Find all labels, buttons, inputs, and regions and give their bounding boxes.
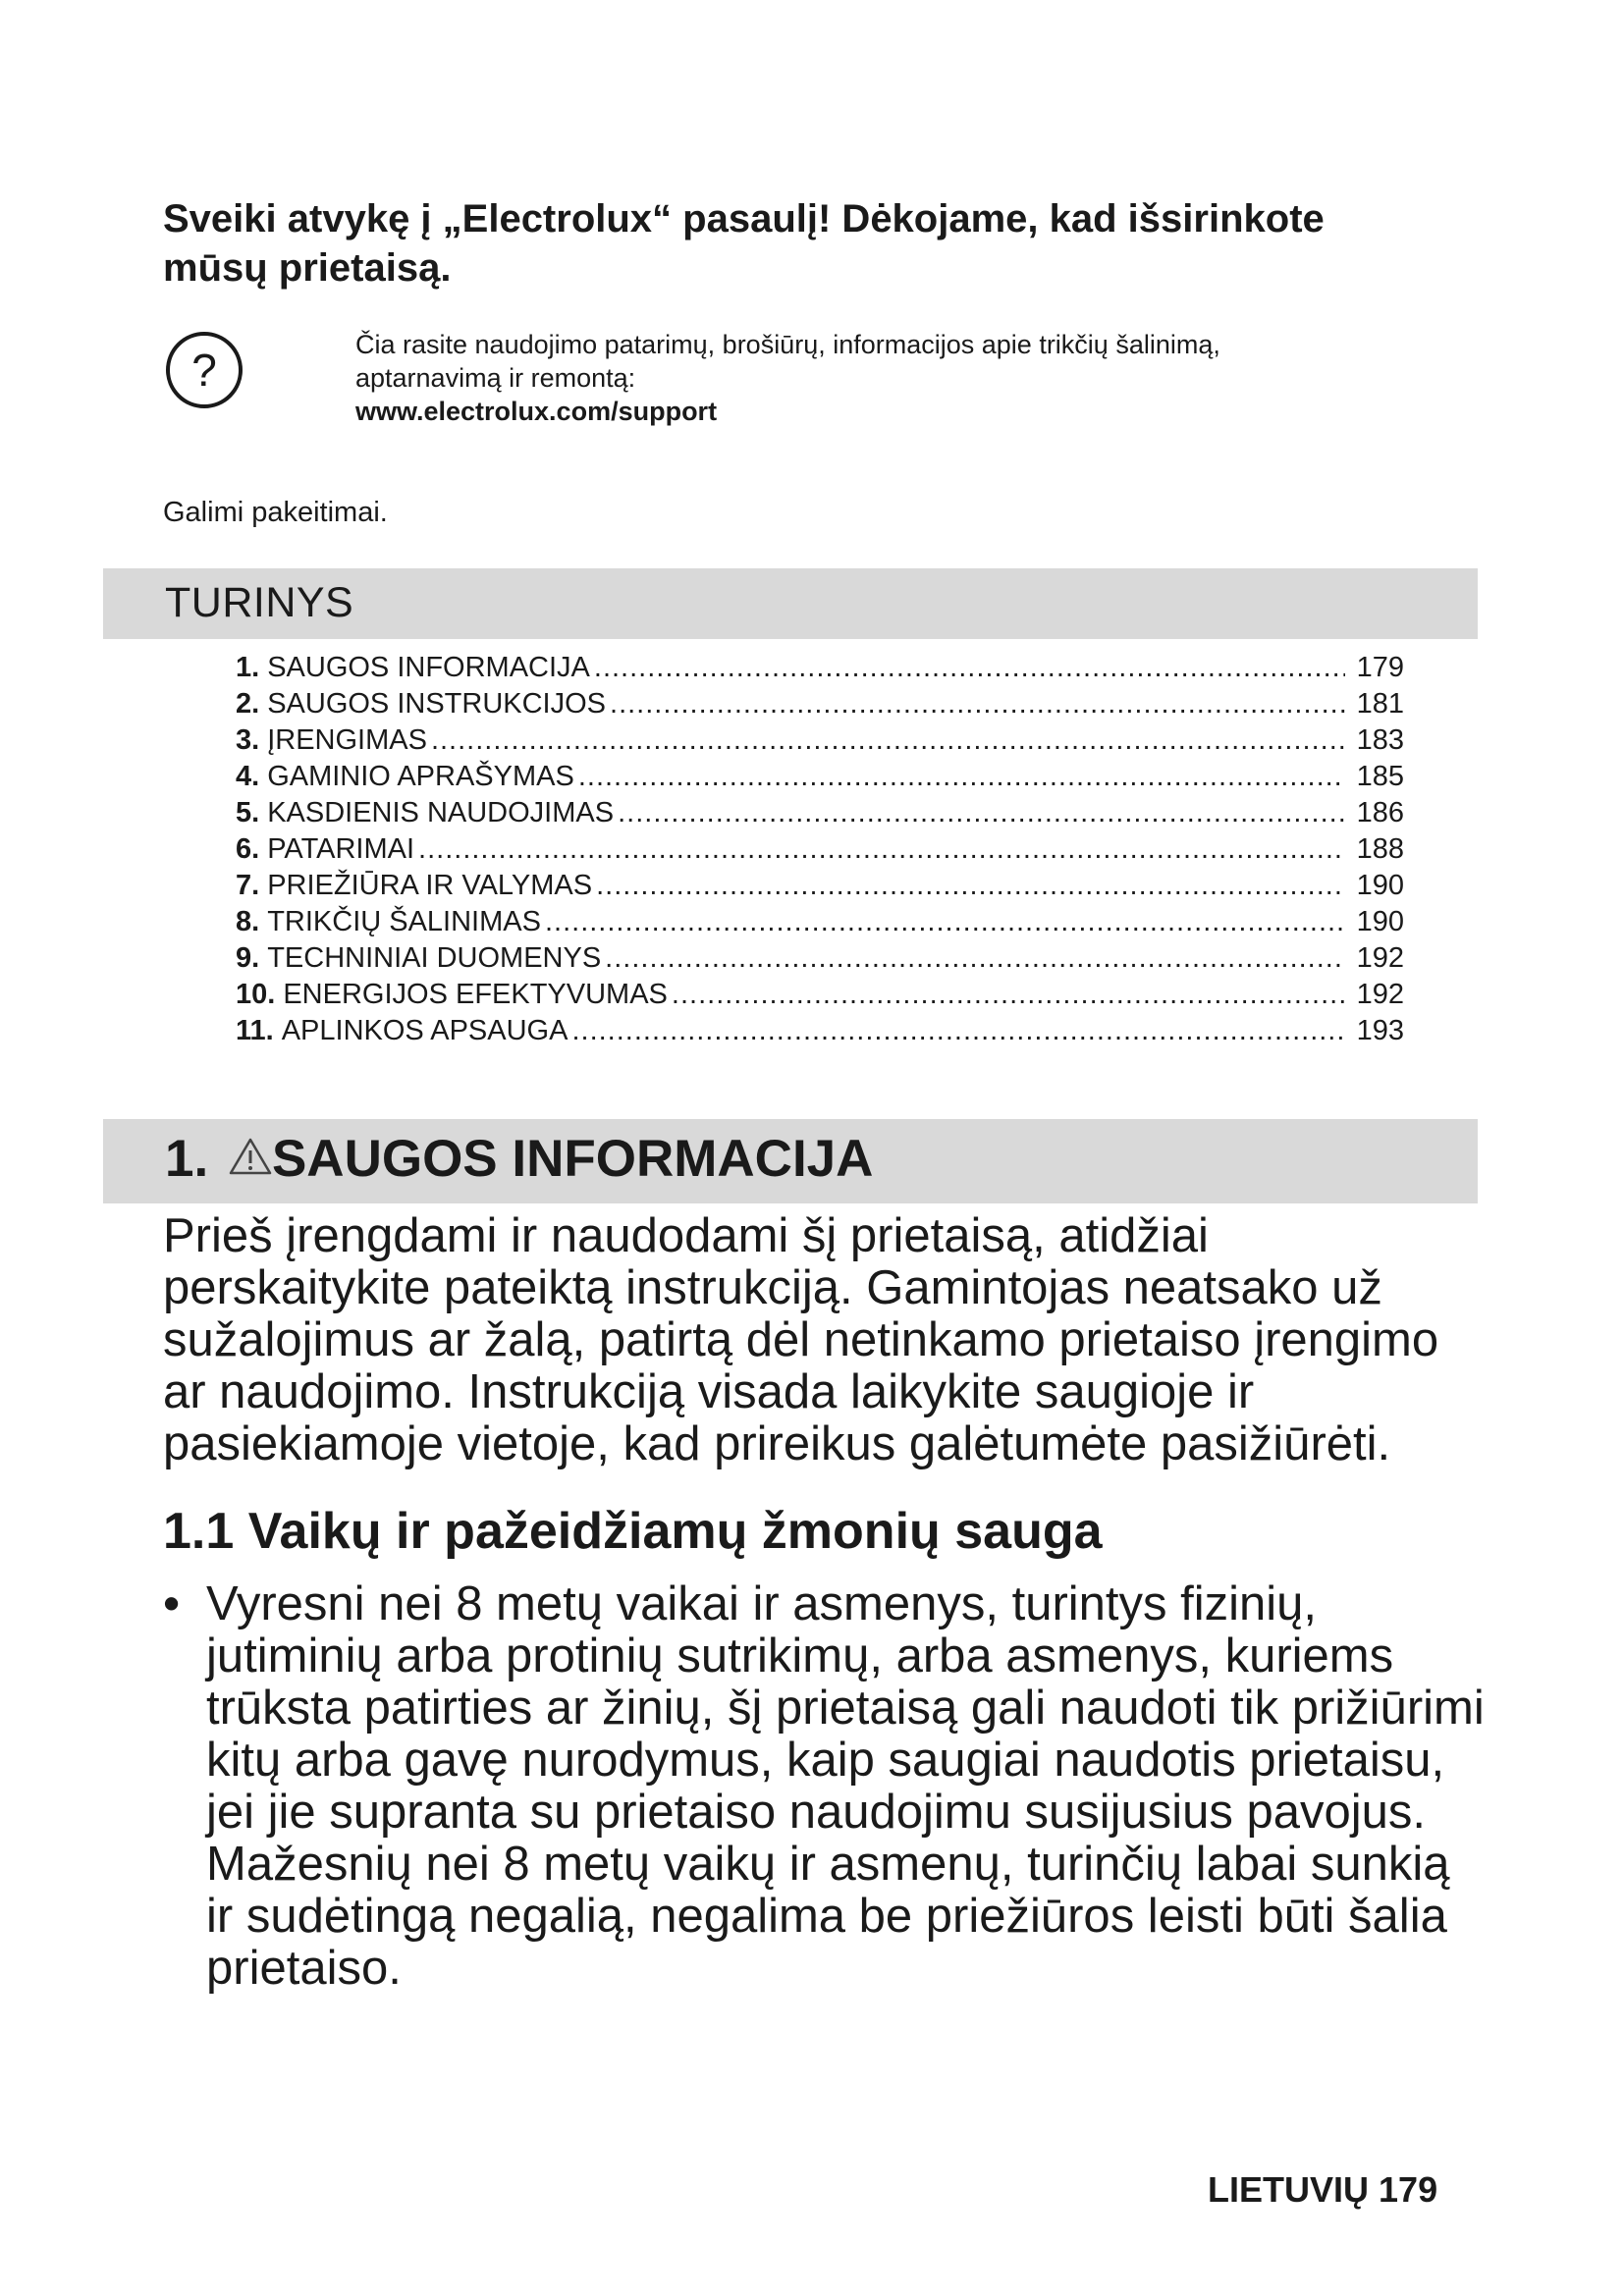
bullet-line: kitų arba gavę nurodymus, kaip saugiai naudotis prietaisu,: [206, 1734, 1445, 1787]
svg-text:?: ?: [191, 345, 217, 396]
subsection-1-1-heading: 1.1 Vaikų ir pažeidžiamų žmonių sauga: [163, 1503, 1103, 1560]
toc-leader: [418, 833, 1345, 866]
section-1-heading: [165, 1129, 873, 1189]
toc-item-page: 190: [1356, 870, 1404, 901]
section-1-intro: [163, 1210, 1479, 1470]
toc-item-page: 188: [1356, 833, 1404, 865]
toc-item-label: GAMINIO APRAŠYMAS: [267, 761, 574, 792]
toc-item-page: 192: [1356, 979, 1404, 1010]
toc-item-number: 2.: [236, 688, 260, 720]
toc-item[interactable]: [236, 1015, 1404, 1051]
intro-line: Prieš įrengdami ir naudodami šį prietaisą, atidžiai: [163, 1209, 1209, 1262]
bullet-line: jutiminių arba protinių sutrikimų, arba asmenys, kuriems: [206, 1629, 1394, 1682]
bullet-item: [163, 1578, 1498, 1995]
toc-item[interactable]: [236, 688, 1404, 724]
bullet-line: jei jie supranta su prietaiso naudojimu susijusius pavojus.: [206, 1786, 1427, 1839]
toc-heading: TURINYS: [165, 579, 354, 626]
bullet-line: ir sudėtingą negalią, negalima be priežiūros leisti būti šalia: [206, 1890, 1447, 1943]
toc-item-label: TECHNINIAI DUOMENYS: [267, 942, 602, 974]
toc-item[interactable]: [236, 652, 1404, 688]
footer-language: LIETUVIŲ: [1208, 2169, 1370, 2210]
toc-item-page: 190: [1356, 906, 1404, 937]
toc-item-number: 5.: [236, 797, 260, 828]
section-1-title: SAUGOS INFORMACIJA: [271, 1130, 874, 1188]
toc-leader: [545, 906, 1345, 938]
warning-triangle-icon: [229, 1137, 272, 1176]
toc-item-page: 193: [1356, 1015, 1404, 1046]
toc-leader: [610, 688, 1345, 721]
toc-item-label: SAUGOS INSTRUKCIJOS: [267, 688, 607, 720]
toc-item-label: APLINKOS APSAUGA: [281, 1015, 568, 1046]
toc-item[interactable]: [236, 906, 1404, 942]
toc-item[interactable]: [236, 979, 1404, 1015]
toc-leader: [594, 652, 1345, 684]
welcome-line-1: Sveiki atvykę į „Electrolux“ pasaulį! Dėkojame, kad išsirinkote: [163, 197, 1325, 240]
toc-leader: [578, 761, 1345, 793]
section-1-number: 1.: [165, 1130, 209, 1188]
bullet-line: prietaiso.: [206, 1942, 402, 1995]
toc-leader: [431, 724, 1345, 757]
toc-item-number: 9.: [236, 942, 260, 974]
toc-item-number: 8.: [236, 906, 260, 937]
table-of-contents: [236, 652, 1404, 1051]
toc-item-label: PATARIMAI: [267, 833, 415, 865]
toc-item-number: 3.: [236, 724, 260, 756]
toc-leader: [596, 870, 1345, 902]
welcome-heading: [163, 194, 1439, 293]
toc-item[interactable]: [236, 761, 1404, 797]
toc-item-page: 192: [1356, 942, 1404, 974]
intro-line: sužalojimus ar žalą, patirtą dėl netinkamo prietaiso įrengimo: [163, 1313, 1439, 1366]
bullet-line: Vyresni nei 8 metų vaikai ir asmenys, turintys fizinių,: [206, 1577, 1318, 1630]
changes-note: Galimi pakeitimai.: [163, 497, 388, 528]
toc-item[interactable]: [236, 724, 1404, 761]
bullet-line: trūksta patirties ar žinių, šį prietaisą gali naudoti tik prižiūrimi: [206, 1682, 1485, 1735]
toc-item-number: 6.: [236, 833, 260, 865]
toc-leader: [672, 979, 1345, 1011]
toc-item-label: PRIEŽIŪRA IR VALYMAS: [267, 870, 593, 901]
toc-item-label: ĮRENGIMAS: [267, 724, 427, 756]
bullet-line: Mažesnių nei 8 metų vaikų ir asmenų, turinčių labai sunkią: [206, 1838, 1450, 1891]
toc-item-page: 185: [1356, 761, 1404, 792]
toc-item-number: 11.: [236, 1015, 274, 1046]
support-line-1: Čia rasite naudojimo patarimų, brošiūrų, informacijos apie trikčių šalinimą,: [355, 330, 1220, 359]
toc-item[interactable]: [236, 870, 1404, 906]
toc-item-page: 186: [1356, 797, 1404, 828]
toc-leader: [618, 797, 1345, 829]
intro-line: pasiekiamoje vietoje, kad prireikus galėtumėte pasižiūrėti.: [163, 1417, 1391, 1470]
support-info: [355, 328, 1435, 428]
toc-item-number: 4.: [236, 761, 260, 792]
support-line-2: aptarnavimą ir remontą:: [355, 363, 636, 393]
toc-item-label: KASDIENIS NAUDOJIMAS: [267, 797, 615, 828]
toc-item-number: 10.: [236, 979, 276, 1010]
welcome-line-2: mūsų prietaisą.: [163, 246, 452, 290]
question-circle-icon: [163, 329, 245, 411]
bullet-text: [206, 1578, 1498, 1995]
intro-line: ar naudojimo. Instrukciją visada laikykite saugioje ir: [163, 1365, 1255, 1418]
toc-item-number: 1.: [236, 652, 260, 683]
toc-item-page: 183: [1356, 724, 1404, 756]
page-footer: [1208, 2169, 1437, 2211]
toc-leader: [571, 1015, 1345, 1047]
toc-leader: [605, 942, 1345, 975]
support-link[interactable]: www.electrolux.com/support: [355, 397, 718, 426]
toc-item-label: ENERGIJOS EFEKTYVUMAS: [283, 979, 668, 1010]
toc-item-label: SAUGOS INFORMACIJA: [267, 652, 590, 683]
bullet-marker: •: [163, 1577, 181, 1630]
intro-line: perskaitykite pateiktą instrukciją. Gamintojas neatsako už: [163, 1261, 1382, 1314]
toc-item[interactable]: [236, 833, 1404, 870]
toc-item-label: TRIKČIŲ ŠALINIMAS: [267, 906, 541, 937]
toc-item-page: 179: [1356, 652, 1404, 683]
toc-item[interactable]: [236, 942, 1404, 979]
toc-item[interactable]: [236, 797, 1404, 833]
toc-item-number: 7.: [236, 870, 260, 901]
toc-item-page: 181: [1356, 688, 1404, 720]
footer-page-number: 179: [1379, 2169, 1438, 2210]
